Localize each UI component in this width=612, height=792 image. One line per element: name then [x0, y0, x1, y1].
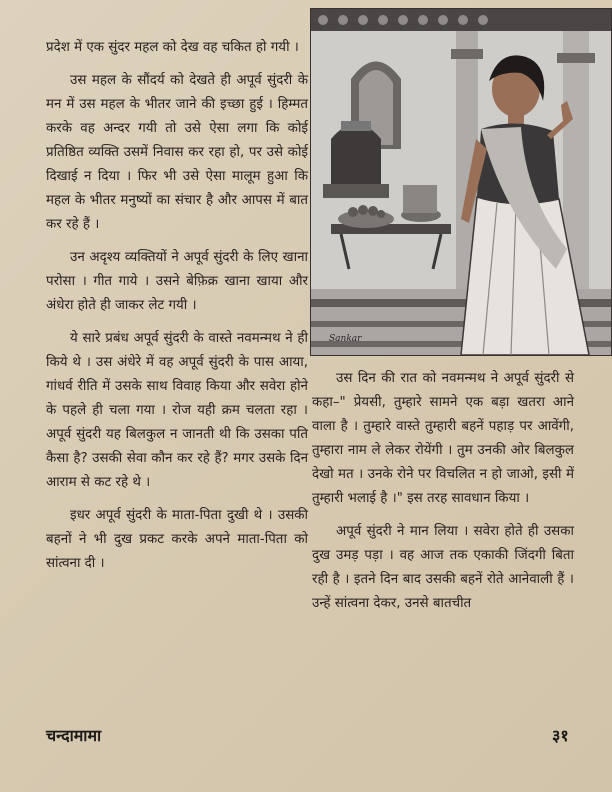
story-illustration — [310, 8, 612, 356]
artist-signature: Sankar — [329, 334, 362, 344]
paragraph: ये सारे प्रबंध अपूर्व सुंदरी के वास्ते नवमन्मथ ने ही किये थे । उस अंधेरे में वह अपूर्व सुंदरी के पास आया, गांधर्व रीति में उसके साथ विवाह किया और सवेरा होने के पहले ही चला गया । रोज यही क्रम चलता रहा । अपूर्व सुंदरी यह बिलकुल न जानती थी कि उसका पति कैसा है? उसकी सेवा कौन कर रहे हैं? मगर उसके दिन आराम से कट रहे थे । — [46, 331, 308, 490]
magazine-name: चन्दामामा — [46, 726, 102, 745]
paragraph: प्रदेश में एक सुंदर महल को देख वह चकित हो गयी । — [46, 40, 299, 55]
paragraph: इधर अपूर्व सुंदरी के माता-पिता दुखी थे । उसकी बहनों ने भी दुख प्रकट करके अपने माता-पिता को सांत्वना दी । — [46, 508, 308, 571]
paragraph: उस दिन की रात को नवमन्मथ ने अपूर्व सुंदरी से कहा–" प्रेयसी, तुम्हारे सामने एक बड़ा खतरा आने वाला है । तुम्हारे वास्ते तुम्हारी बहनें पहाड़ पर आवेंगी, तुम्हारा नाम ले लेकर रोयेंगी । तुम उनकी ओर बिलकुल देखो मत । उनके रोने पर विचलित न हो जाओ, इसी में तुम्हारी भलाई है ।" इस तरह सावधान किया । — [312, 371, 574, 506]
page-number: ३१ — [552, 726, 569, 745]
paragraph: अपूर्व सुंदरी ने मान लिया । सवेरा होते ही उसका दुख उमड़ पड़ा । वह आज तक एकाकी जिंदगी बिता रही है । इतने दिन बाद उसकी बहनें रोते आनेवाली हैं । उन्हें सांत्वना देकर, उनसे बातचीत — [312, 524, 574, 611]
left-text-column — [46, 36, 308, 585]
paragraph: उस महल के सौंदर्य को देखते ही अपूर्व सुंदरी के मन में उस महल के भीतर जाने की इच्छा हुई । हिम्मत करके वह अन्दर गयी तो उसे ऐसा लगा कि कोई प्रतिष्ठित व्यक्ति उसमें निवास कर रहा हो, पर उसे कोई दिखाई न दिया । फिर भी उसे ऐसा मालूम हुआ कि महल के भीतर मनुष्यों का संचार है और आपस में बात कर रहे हैं । — [46, 73, 308, 232]
shrine — [331, 124, 381, 184]
right-text-column — [312, 367, 574, 625]
paragraph: उन अदृश्य व्यक्तियों ने अपूर्व सुंदरी के लिए खाना परोसा । गीत गाये । उसने बेफ़िक्र खाना खाया और अंधेरा होते ही जाकर लेट गयी । — [46, 250, 308, 313]
illustration-drawing — [311, 9, 611, 355]
